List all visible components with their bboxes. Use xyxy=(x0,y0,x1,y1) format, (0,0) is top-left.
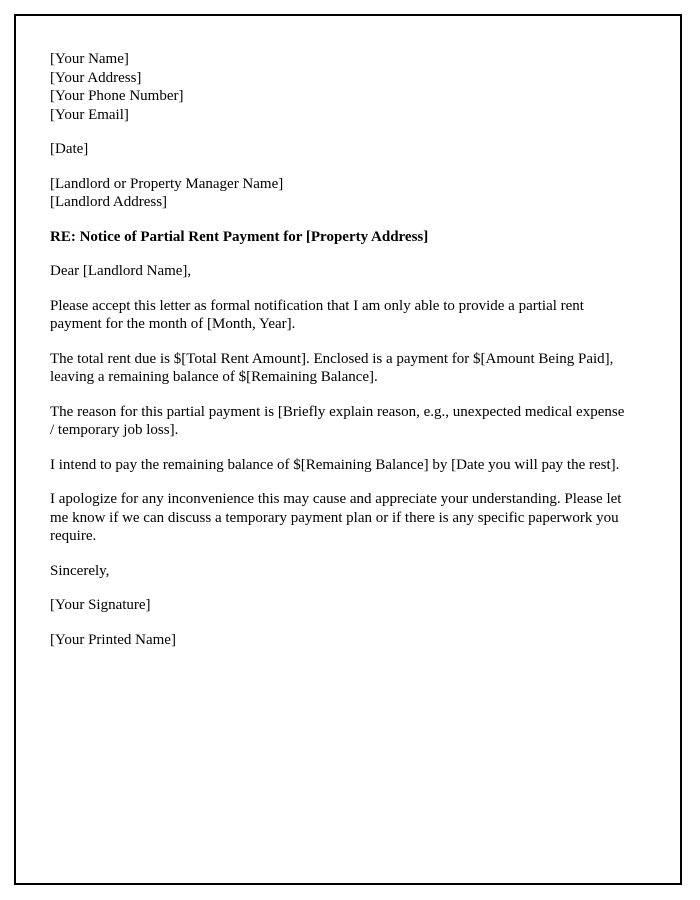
sender-phone: [Your Phone Number] xyxy=(50,88,184,104)
letter-page xyxy=(14,14,682,885)
body-paragraph-3: The reason for this partial payment is [Briefly explain reason, e.g., unexpected medical expense / temporary job loss]. xyxy=(50,403,625,438)
body-paragraph-1: Please accept this letter as formal notification that I am only able to provide a partial rent payment for the month of [Month, Year]. xyxy=(50,297,584,332)
recipient-block xyxy=(50,175,628,212)
recipient-address: [Landlord Address] xyxy=(50,194,168,210)
sender-address: [Your Address] xyxy=(50,69,142,86)
body-paragraph-4: I intend to pay the remaining balance of $[Remaining Balance] by [Date you will pay the rest]. xyxy=(50,456,620,473)
salutation: Dear [Landlord Name], xyxy=(50,263,192,279)
recipient-name: [Landlord or Property Manager Name] xyxy=(50,175,284,192)
body-paragraph-5: I apologize for any inconvenience this may cause and appreciate your understanding. Please let me know if we can discuss a temporary payment plan or if there is any specific paperwork you require. xyxy=(50,491,622,544)
sender-name: [Your Name] xyxy=(50,51,129,67)
sender-block xyxy=(50,50,628,124)
signature-placeholder: [Your Signature] xyxy=(50,597,151,613)
printed-name: [Your Printed Name] xyxy=(50,631,176,648)
sender-email: [Your Email] xyxy=(50,106,129,123)
body-paragraph-2: The total rent due is $[Total Rent Amount]. Enclosed is a payment for $[Amount Being Paid], leaving a remaining balance of $[Remaining Balance]. xyxy=(50,350,614,385)
closing: Sincerely, xyxy=(50,562,110,579)
date-line: [Date] xyxy=(50,141,89,157)
subject-line: RE: Notice of Partial Rent Payment for [Property Address] xyxy=(50,228,429,245)
date-block xyxy=(50,140,628,159)
